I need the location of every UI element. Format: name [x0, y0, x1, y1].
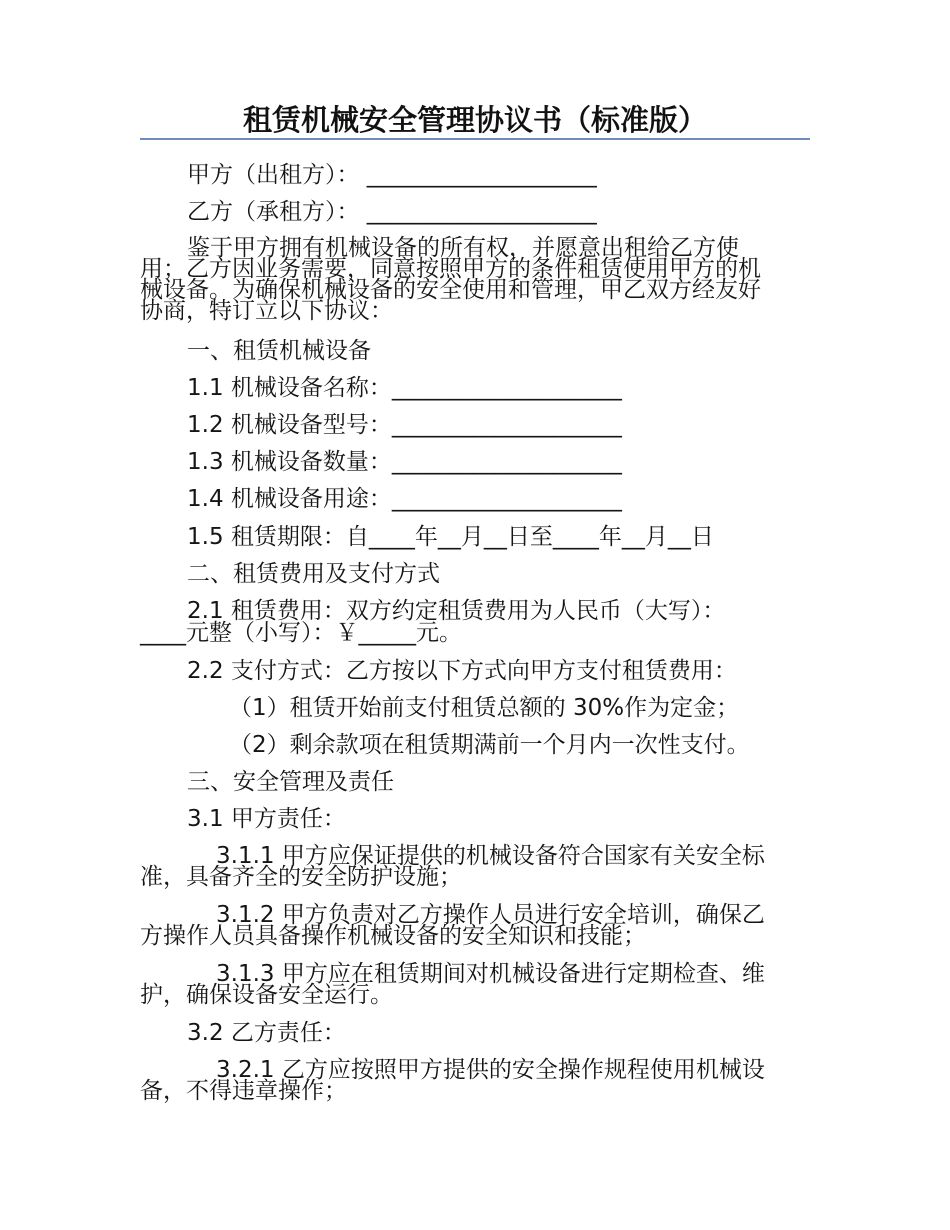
- item-3-1-1-line-1: 3.1.1 甲方应保证提供的机械设备符合国家有关安全标: [216, 843, 765, 869]
- payment-item-2: （2）剩余款项在租赁期满前一个月内一次性支付。: [229, 732, 750, 758]
- item-1-1: 1.1 机械设备名称：____________________: [187, 375, 622, 401]
- section-1-heading: 一、租赁机械设备: [187, 338, 371, 364]
- title-underline: [140, 138, 810, 140]
- fee-line-1: 2.1 租赁费用：双方约定租赁费用为人民币（大写）：: [187, 598, 726, 624]
- payment-item-1: （1）租赁开始前支付租赁总额的 30%作为定金；: [229, 695, 740, 721]
- payment-method: 2.2 支付方式：乙方按以下方式向甲方支付租赁费用：: [187, 658, 737, 684]
- item-1-2: 1.2 机械设备型号：____________________: [187, 412, 622, 438]
- item-3-2-1-line-2: 备，不得违章操作；: [140, 1078, 347, 1104]
- item-3-1-2-line-1: 3.1.2 甲方负责对乙方操作人员进行安全培训，确保乙: [216, 902, 765, 928]
- fee-line-2: ____元整（小写）：￥_____元。: [140, 620, 462, 646]
- preamble-line-3: 械设备。为确保机械设备的安全使用和管理，甲乙双方经友好: [140, 277, 761, 303]
- party-b-duties-heading: 3.2 乙方责任：: [187, 1020, 346, 1046]
- party-b-line: 乙方（承租方）： ____________________: [187, 199, 597, 225]
- preamble-line-1: 鉴于甲方拥有机械设备的所有权，并愿意出租给乙方使: [187, 235, 739, 261]
- item-3-1-3-line-1: 3.1.3 甲方应在租赁期间对机械设备进行定期检查、维: [216, 961, 765, 987]
- document-title: 租赁机械安全管理协议书（标准版）: [242, 103, 707, 137]
- item-1-4: 1.4 机械设备用途：____________________: [187, 486, 622, 512]
- party-a-line: 甲方（出租方）： ____________________: [187, 162, 597, 188]
- preamble-line-2: 用；乙方因业务需要，同意按照甲方的条件租赁使用甲方的机: [140, 256, 761, 282]
- section-2-heading: 二、租赁费用及支付方式: [187, 561, 440, 587]
- item-1-3: 1.3 机械设备数量：____________________: [187, 449, 622, 475]
- item-3-1-3-line-2: 护，确保设备安全运行。: [140, 982, 393, 1008]
- item-1-5: 1.5 租赁期限：自____年__月__日至____年__月__日: [187, 524, 714, 550]
- section-3-heading: 三、安全管理及责任: [187, 769, 394, 795]
- preamble-line-4: 协商，特订立以下协议：: [140, 298, 393, 324]
- item-3-1-1-line-2: 准，具备齐全的安全防护设施；: [140, 864, 462, 890]
- item-3-1-2-line-2: 方操作人员具备操作机械设备的安全知识和技能；: [140, 923, 646, 949]
- party-a-duties-heading: 3.1 甲方责任：: [187, 806, 346, 832]
- item-3-2-1-line-1: 3.2.1 乙方应按照甲方提供的安全操作规程使用机械设: [216, 1057, 765, 1083]
